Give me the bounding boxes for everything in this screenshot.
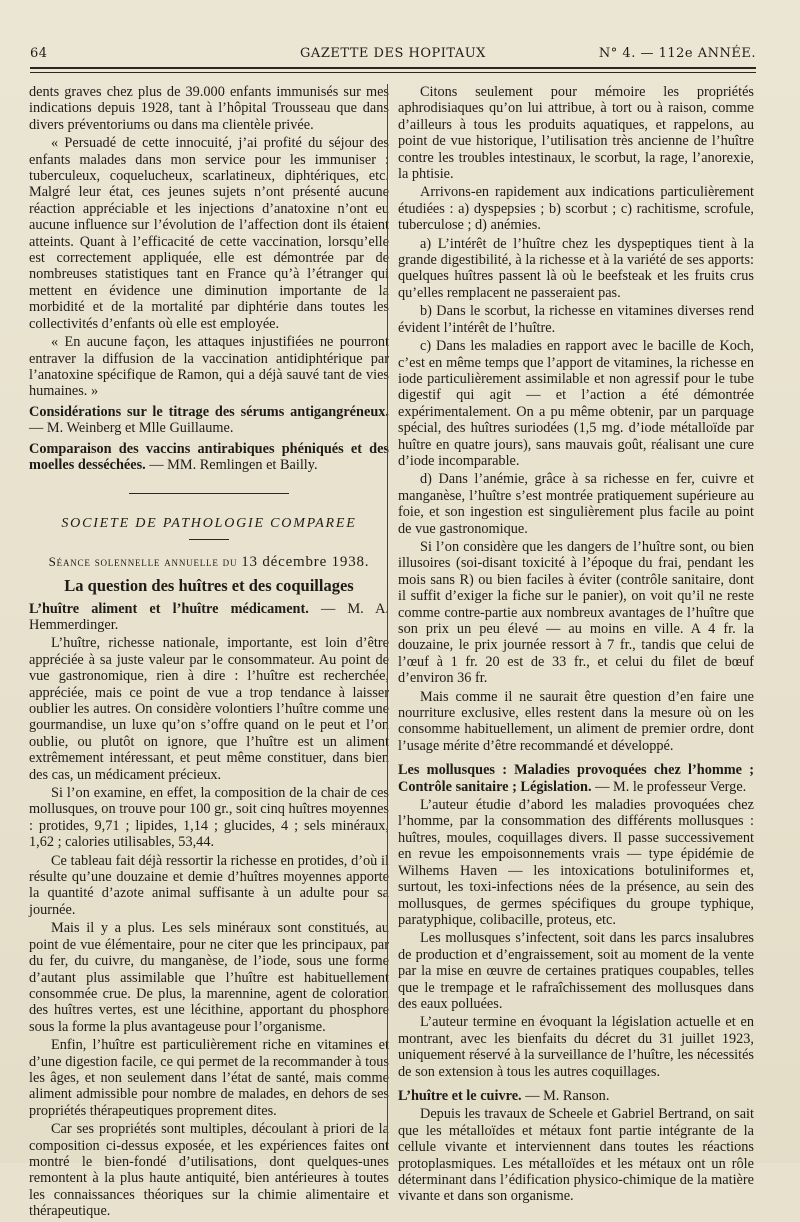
paragraph: « En aucune façon, les attaques injustifiées ne pourront entraver la diffusion de la vaccination antidiphtérique par l’anatoxine spécifique de Ramon, qui a déjà sauvé tant de vies humaines. » bbox=[29, 334, 389, 400]
communication-authors: — M. Weinberg et Mlle Guillaume. bbox=[29, 420, 234, 437]
section-title: La question des huîtres et des coquillages bbox=[64, 576, 354, 596]
paragraph: a) L’intérêt de l’huître chez les dyspeptiques tient à la grande digestibilité, à la richesse et à la variété de ses apports: quelques huîtres passent là où le beefsteak et les fruits crus qu’elles remplacent ne passeraient pas. bbox=[398, 235, 754, 301]
paragraph: Mais comme il ne saurait être question d’en faire une nourriture exclusive, elles restent dans la mesure où on les consomme habituellement, un aliment de premier ordre, dont l’usage mérite d’être recommandé et développé. bbox=[398, 688, 754, 754]
column-divider bbox=[387, 84, 388, 1149]
communication-authors: — M. A. Hemmerdinger. bbox=[29, 600, 389, 633]
issue-number: N° 4. — 112e ANNÉE. bbox=[598, 46, 756, 61]
paragraph: Si l’on considère que les dangers de l’huître sont, ou bien illusoires (soi-disant toxicité à l’époque du frai, pendant les mois sans R) ou bien faciles à éviter (contrôle sanitaire, dont il suffit d’exiger la fiche sur le panier), on voit qu’il ne reste comme contre-partie aux nombreux avantages de l’huître que son prix un peu élevé — au moins en ville. A 4 fr. la douzaine, le prix journée ressort à 7 fr., tandis que celui de l’œuf à 1 fr. 20 est de 33 fr., et celui du filet de bœuf d’environ 36 fr. bbox=[398, 538, 754, 687]
communication-entry bbox=[398, 762, 754, 795]
paragraph: L’auteur termine en évoquant la législation actuelle et en montrant, avec les bienfaits du décret du 31 juillet 1923, uniquement réservé à la surveillance de l’huître, les nécessités de son extension à tous les autres coquillages. bbox=[398, 1014, 754, 1080]
header-rule-thin bbox=[30, 72, 756, 73]
page-header bbox=[30, 46, 756, 64]
seance-label: Séance solennelle annuelle du bbox=[48, 553, 238, 569]
short-divider bbox=[189, 539, 229, 540]
communication-title: Considérations sur le titrage des sérums antigangréneux. bbox=[29, 403, 389, 420]
paragraph: L’huître, richesse nationale, importante, est loin d’être appréciée à sa juste valeur par le consommateur. Au point de vue gastronomique, rien à dire : l’huître est recherchée, appréciée, mais ce point de vue a trop tendance à laisser oublier les autres. On considère volontiers l’huître comme une gourmandise, un luxe qu’on s’offre quand on le peut et l’on oublie, ou plutôt on ignore, que l’huître est un aliment extrêmement intéressant, et peut même constituer, dans bien des cas, un médicament précieux. bbox=[29, 635, 389, 783]
paragraph: Les mollusques s’infectent, soit dans les parcs insalubres de production et d’engraissement, soit au moment de la vente par la mise en œuvre de certaines pratiques coupables, telles que le trempage et le rafraîchissement des mollusques dans des eaux polluées. bbox=[398, 930, 754, 1012]
communication-authors: — MM. Remlingen et Bailly. bbox=[149, 456, 318, 473]
left-column bbox=[29, 84, 389, 1222]
seance-date: 13 décembre 1938. bbox=[241, 553, 370, 570]
communication-entry bbox=[398, 1088, 754, 1104]
paragraph: Enfin, l’huître est particulièrement riche en vitamines et d’une digestion facile, ce qui permet de la recommander à tous les âges, et non seulement dans l’état de santé, mais comme aliment admissible pour nombre de malades, en dehors de ses propriétés thérapeutiques proprement dites. bbox=[29, 1037, 389, 1119]
paragraph: Citons seulement pour mémoire les propriétés aphrodisiaques qu’on lui attribue, à tort ou à raison, comme d’ailleurs à tous les produits aquatiques, et rappelons, au point de vue historique, l’utilisation très ancienne de l’huître contre les troubles intestinaux, le scorbut, la rage, l’anorexie, la phtisie. bbox=[398, 84, 754, 183]
communication-authors: — M. le professeur Verge. bbox=[595, 778, 747, 795]
paragraph: Depuis les travaux de Scheele et Gabriel Bertrand, on sait que les métalloïdes et métaux font partie intégrante de la cellule vivante et interviennent dans toutes les réactions protoplasmiques. Les métalloïdes et les métaux ont un rôle déterminant dans l’édification physico-chimique de la matière vivante et dans son organisme. bbox=[398, 1106, 754, 1205]
seance-heading bbox=[29, 554, 389, 570]
page-number: 64 bbox=[30, 46, 48, 61]
paragraph: c) Dans les maladies en rapport avec le bacille de Koch, c’est en même temps que l’apport de vitamines, la richesse en iode particulièrement assimilable et non agressif pour le tube digestif qui agit — et l’action a été démontrée expérimentalement. On a pu même obtenir, par un parquage spécial, des huîtres suriodées (1,5 mg. d’iode métalloïde par huître en quatre jours), sans mauvais goût, réalisant une cure d’iode incomparable. bbox=[398, 338, 754, 469]
paragraph: Si l’on examine, en effet, la composition de la chair de ces mollusques, on trouve pour 100 gr., soit cinq huîtres moyennes : protides, 9,71 ; lipides, 1,14 ; glucides, 4 ; sels minéraux, 1,62 ; calories utilisables, 53,44. bbox=[29, 785, 389, 851]
paragraph: Car ses propriétés sont multiples, découlant à priori de la composition ci-dessus exposée, et les expériences faites ont montré le bien-fondé d’utilisations, dont quelques-unes remontent à la plus haute antiquité, bien antérieures à toutes les connaissances théoriques sur la chimie alimentaire et thérapeutique. bbox=[29, 1121, 389, 1220]
paragraph: Mais il y a plus. Les sels minéraux sont constitués, au point de vue élémentaire, pour ne citer que les principaux, par du fer, du cuivre, du manganèse, de l’iode, sous une forme d’autant plus assimilable que l’huître est habituellement consommée crue. De plus, la marennine, agent de coloration des huîtres vertes, est une lécithine, apportant du phosphore sous la forme la plus avantageuse pour l’organisme. bbox=[29, 920, 389, 1035]
paragraph: L’auteur étudie d’abord les maladies provoquées chez l’homme, par la consommation des différents mollusques : huîtres, moules, coquillages divers. Il passe successivement en revue les empoisonnements vrais — type épidémie de Wilhems Haven — les intoxications botuliniformes et, surtout, les toxi-infections nées de la présence, au sein des mollusques, de germes spécifiques du groupe typhique, paratyphique, colibacille, proteus, etc. bbox=[398, 797, 754, 928]
communication-authors: — M. Ranson. bbox=[525, 1087, 610, 1104]
right-column bbox=[398, 84, 754, 1207]
paragraph: Ce tableau fait déjà ressortir la richesse en protides, d’où il résulte qu’une douzaine et demie d’huîtres moyennes apporte la quantité d’azote animal suffisante à un adulte pour sa journée. bbox=[29, 852, 389, 918]
paragraph: « Persuadé de cette innocuité, j’ai profité du séjour des enfants malades dans mon service pour les immuniser : tuberculeux, coquelucheux, scarlatineux, diphtériques, etc. Malgré leur état, ces jeunes sujets n’ont présenté aucune réaction appréciable et les injections d’anatoxine n’ont eu aucune influence sur l’évolution de l’affection dont ils étaient atteints. Quant à l’efficacité de cette vaccination, lorsqu’elle est correctement appliquée, elle est démontrée par de nombreuses statistiques tant en France qu’à l’étranger qui mettent en évidence une diminution importante de la morbidité et de la mortalité par diphtérie dans toutes les collectivités d’enfants où elle est employée. bbox=[29, 135, 389, 332]
communication-title: L’huître et le cuivre. bbox=[398, 1087, 522, 1104]
communication-entry bbox=[29, 441, 389, 474]
paragraph: d) Dans l’anémie, grâce à sa richesse en fer, cuivre et manganèse, l’huître s’est montrée pratiquement supérieure au foie, et son ingestion est singulièrement plus facile au point de vue gastronomique. bbox=[398, 471, 754, 537]
paragraph: dents graves chez plus de 39.000 enfants immunisés sur mes indications depuis 1928, tant à l’hôpital Trousseau que dans divers préventoriums ou dans ma clientèle privée. bbox=[29, 84, 389, 133]
paragraph: b) Dans le scorbut, la richesse en vitamines diverses rend évident l’intérêt de l’huître. bbox=[398, 303, 754, 336]
journal-title: GAZETTE DES HOPITAUX bbox=[300, 46, 486, 61]
paragraph: Arrivons-en rapidement aux indications particulièrement étudiées : a) dyspepsies ; b) scorbut ; c) rachitisme, scrofule, tuberculose ; d) anémies. bbox=[398, 184, 754, 234]
society-title: SOCIETE DE PATHOLOGIE COMPAREE bbox=[61, 516, 357, 532]
communication-entry bbox=[29, 404, 389, 437]
header-rule bbox=[30, 67, 756, 69]
communication-title: Comparaison des vaccins antirabiques phéniqués et des moelles desséchées. bbox=[29, 440, 389, 473]
communication-entry bbox=[29, 601, 389, 634]
section-divider bbox=[129, 493, 289, 494]
communication-title: Les mollusques : Maladies provoquées chez l’homme ; Contrôle sanitaire ; Législation. bbox=[398, 762, 754, 795]
communication-title: L’huître aliment et l’huître médicament. bbox=[29, 600, 309, 617]
